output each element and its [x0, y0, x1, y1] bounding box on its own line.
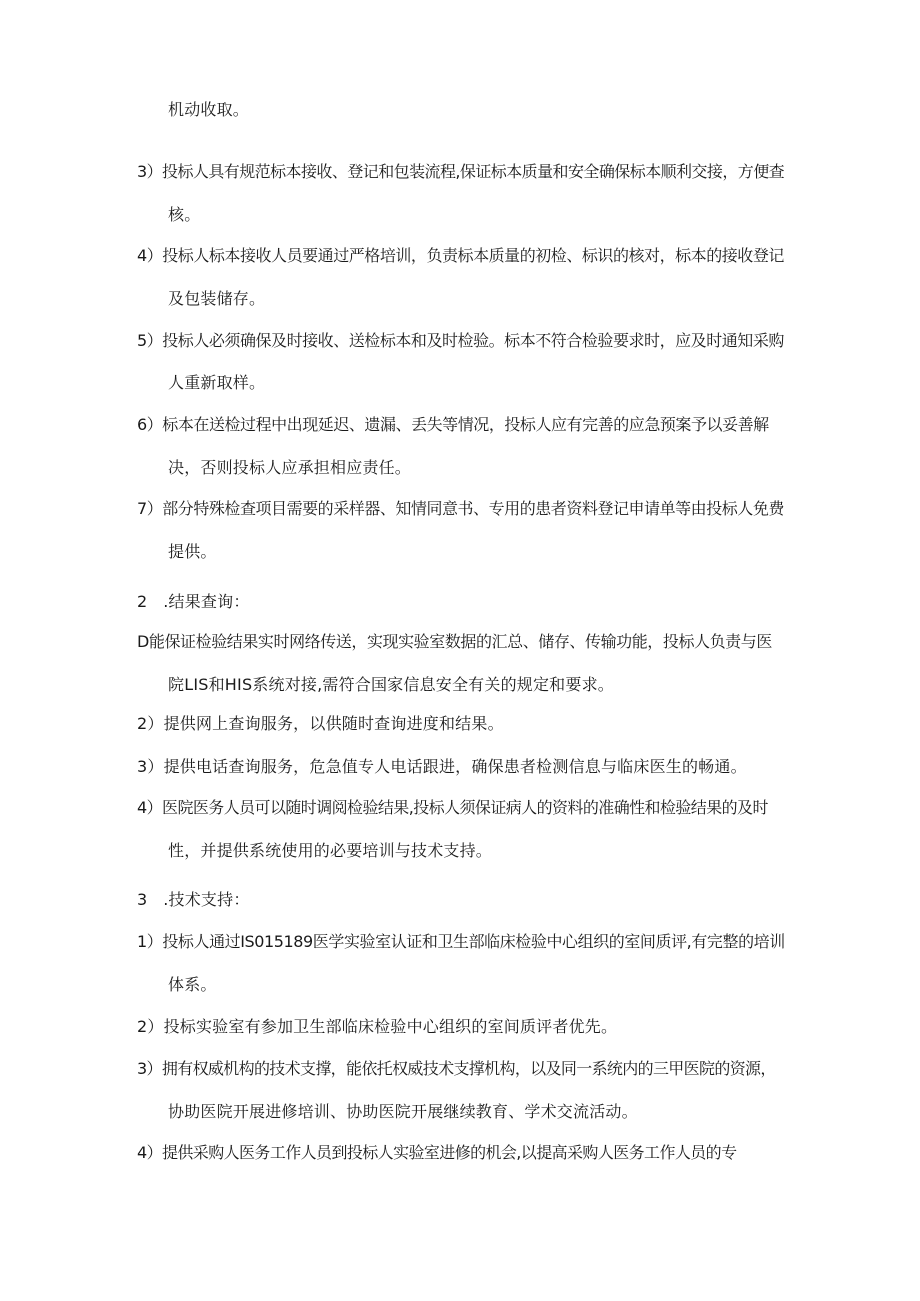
section-heading: 3 .技术支持： [137, 890, 250, 909]
list-item-text: 7）部分特殊检查项目需要的采样器、知情同意书、专用的患者资料登记申请单等由投标人免费 [137, 499, 784, 518]
list-item-text: 2）提供网上查询服务，以供随时查询进度和结果。 [137, 714, 504, 733]
list-item-text: 3）提供电话查询服务，危急值专人电话跟进，确保患者检测信息与临床医生的畅通。 [137, 757, 747, 776]
list-item-text: 3）投标人具有规范标本接收、登记和包装流程,保证标本质量和安全确保标本顺利交接，方便查 [137, 162, 785, 181]
text-line: 核。 [168, 205, 201, 224]
list-item-text: 5）投标人必须确保及时接收、送检标本和及时检验。标本不符合检验要求时，应及时通知采购 [137, 331, 784, 350]
list-item-text: 4）医院医务人员可以随时调阅检验结果,投标人须保证病人的资料的准确性和检验结果的及时 [137, 798, 768, 817]
list-item-text: 4）投标人标本接收人员要通过严格培训，负责标本质量的初检、标识的核对，标本的接收登记 [137, 246, 784, 265]
text-line: 机动收取。 [168, 100, 250, 119]
text-line: 性，并提供系统使用的必要培训与技术支持。 [168, 841, 493, 860]
text-line: 提供。 [168, 542, 217, 561]
text-line: 及包装储存。 [168, 289, 266, 308]
list-item-text: 3）拥有权威机构的技术支撑，能依托权威技术支撑机构，以及同一系统内的三甲医院的资源， [137, 1059, 776, 1078]
text-line: 协助医院开展进修培训、协助医院开展继续教育、学术交流活动。 [168, 1102, 638, 1121]
section-heading: 2 .结果查询： [137, 592, 250, 611]
text-line: 院LIS和HIS系统对接,需符合国家信息安全有关的规定和要求。 [168, 675, 614, 694]
text-line: 决，否则投标人应承担相应责任。 [168, 458, 412, 477]
list-item-text: 4）提供采购人医务工作人员到投标人实验室进修的机会,以提高采购人医务工作人员的专 [137, 1143, 737, 1162]
text-line: 体系。 [168, 975, 217, 994]
list-item-text: 1）投标人通过IS015189医学实验室认证和卫生部临床检验中心组织的室间质评,有完整的培训 [137, 932, 785, 951]
text-line: 人重新取样。 [168, 373, 266, 392]
list-item-text: 6）标本在送检过程中出现延迟、遗漏、丢失等情况，投标人应有完善的应急预案予以妥善解 [137, 415, 769, 434]
list-item-text: D能保证检验结果实时网络传送，实现实验室数据的汇总、储存、传输功能，投标人负责与医 [137, 632, 772, 651]
list-item-text: 2）投标实验室有参加卫生部临床检验中心组织的室间质评者优先。 [137, 1017, 618, 1036]
